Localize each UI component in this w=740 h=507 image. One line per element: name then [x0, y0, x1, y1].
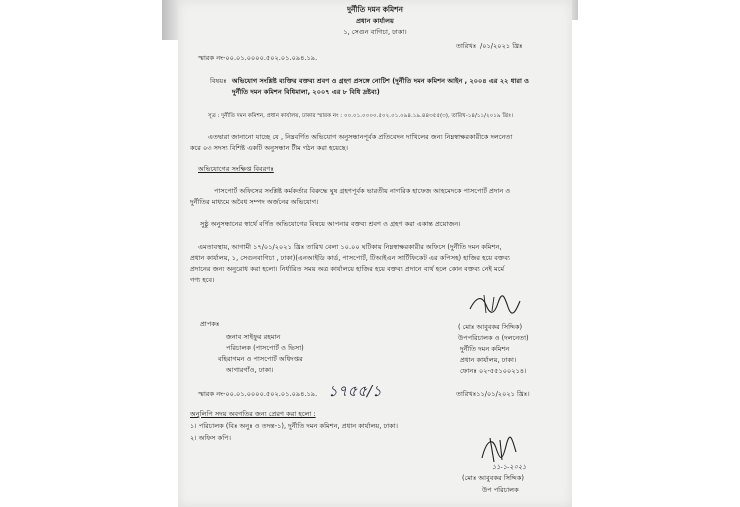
summary-line-2: দুর্নীতির মাধ্যমে অবৈধ সম্পদ অর্জনের অভিযোগ। — [190, 198, 319, 206]
signatory1-phone: ফোনঃ ০২-৫৫১০০২১৪। — [460, 367, 527, 375]
signature-2-date: ১১-১-২০২১ — [492, 463, 527, 471]
intro-line-2: করে ০৩ সদস্য বিশিষ্ট একটি অনুসন্ধান টীম গঠন করা হয়েছে। — [190, 144, 348, 152]
copy-heading: অনুলিপি সদয় অবগতির জন্য প্রেরণ করা হলো : — [190, 410, 316, 418]
reference-line: সূত্র : দুর্নীতি দমন কমিশন, প্রধান কার্যালয়, ঢাকার স্মারক নং : ০০.০১.০০০০.৫০২.০১.০৯৪.১৯.৪৪৩৫৫(৩), তারিখ-১৪/১১/২০১৯ খ্রিঃ। — [208, 113, 514, 119]
para-line-2: প্রধান কার্যালয়, ১, সেগুনবাগিচা , ঢাকা)(এনআইডি কার্ড, পাসপোর্ট, টিআইএন সার্টিফিকেট এর কপিসহ) হাজির হয়ে বক্তব্য — [190, 254, 510, 262]
intro-line-1: এতদ্বারা জানানো যাচ্ছে যে , নিম্নবর্ণিত অভিযোগ অনুসন্ধানপূর্বক প্রতিবেদন দাখিলের জন্য নিম্নস্বাক্ষরকারীকে দলনেতা — [208, 133, 513, 141]
memo2-handwritten-number: ১৭৫৫/১ — [328, 382, 382, 400]
memo2-date: তারিখঃ১১/০১/২০২১ খ্রিঃ। — [456, 390, 530, 398]
memo2-number: স্মারক নং-০০.০১.০০০০.৫০২.০১.০৯৪.১৯. — [198, 390, 318, 398]
signatory1-org: দুর্নীতি দমন কমিশন — [460, 345, 510, 353]
recipient-name: জনাব সাইফুর রহমান — [226, 333, 281, 341]
summary-heading: অভিযোগের সংক্ষিপ্ত বিবরণঃ — [198, 165, 274, 173]
recipient-designation: পরিচালক (পাসপোর্ট ও ভিসা) — [226, 344, 304, 352]
signatory2-title: উপ পরিচালক — [482, 486, 519, 494]
signatory1-name: ( মোঃ আবুবকর সিদ্দিক) — [458, 323, 523, 331]
office-name: প্রধান কার্যালয় — [356, 17, 394, 25]
para-line-1: এমতাবস্থায়, আগামী ১৭/০১/২০২১ খ্রিঃ তারিখ বেলা ১০.০০ ঘটিকায় নিম্নস্বাক্ষরকারীর অফিসে (দুর্নীতি দমন কমিশন, — [198, 243, 502, 251]
copy-item-1: ১। পরিচালক (বিঃ অনুঃ ও তদন্ত-১), দুর্নীতি দমন কমিশন, প্রধান কার্যালয়, ঢাকা। — [190, 422, 399, 430]
signature-1 — [464, 291, 524, 319]
memo-date-label: তারিখঃ — [456, 42, 477, 50]
memo-number: স্মারক নং-০০.০১.০০০০.৫০২.০১.০৯৪.১৯. — [198, 54, 318, 62]
recipient-label: প্রাপকঃ — [200, 320, 220, 328]
recipient-location: আগারগাঁও, ঢাকা। — [226, 366, 274, 374]
subject-label: বিষয়ঃ — [210, 77, 227, 85]
para-line-4: গণ্য হবে। — [190, 276, 215, 284]
org-name: দুর্নীতি দমন কমিশন — [347, 5, 403, 14]
copy-item-2: ২। অফিস কপি। — [190, 434, 231, 442]
signatory1-office: প্রধান কার্যালয়, ঢাকা। — [460, 356, 517, 364]
signatory2-name: (মোঃ আবুবকর সিদ্দিক) — [462, 474, 524, 482]
subject-line-2: দুর্নীতি দমন কমিশন বিধিমালা, ২০০৭ এর ৮ বিধি দ্রষ্টব্য) — [232, 88, 380, 96]
left-background — [0, 0, 190, 507]
recipient-office: বহিরাগমন ও পাসপোর্ট অধিদপ্তর — [218, 355, 303, 363]
subject-line-1: অভিযোগ সংশ্লিষ্ট ব্যক্তির বক্তব্য শ্রবণ ও গ্রহণ প্রসঙ্গে নোটিশ (দুর্নীতি দমন কমিশন আইন , ২০০৪ এর ২২ ধারা ও — [232, 77, 530, 85]
para-line-3: প্রদানের জন্য অনুরোধ করা হলো। নির্ধারিত সময় অত্র কার্যালয়ে হাজির হয়ে বক্তব্য প্রদানে ব্যর্থ হলে কোন বক্তব্য নেই মর্মে — [190, 265, 505, 273]
office-address: ১, সেগুন বাগিচা, ঢাকা। — [343, 28, 407, 36]
document-page — [178, 0, 572, 507]
summary-line-1: পাসপোর্ট অফিসের সংশ্লিষ্ট কর্মকর্তার বিরুদ্ধে ঘুষ গ্রহণপূর্বক ভারতীয় নাগরিক হাফেজ আহমেদকে পাসপোর্ট প্রদান ও — [214, 187, 511, 195]
need-line: সুষ্ঠু অনুসন্ধানের স্বার্থে বর্ণিত অভিযোগের বিষয়ে আপনার বক্তব্য শ্রবণ ও গ্রহণ করা একান্ত প্রয়োজন। — [200, 220, 461, 228]
signatory1-title: উপপরিচালক ও (দলনেতা) — [458, 334, 529, 342]
memo-date: /০১/২০২১ খ্রিঃ — [480, 42, 523, 50]
